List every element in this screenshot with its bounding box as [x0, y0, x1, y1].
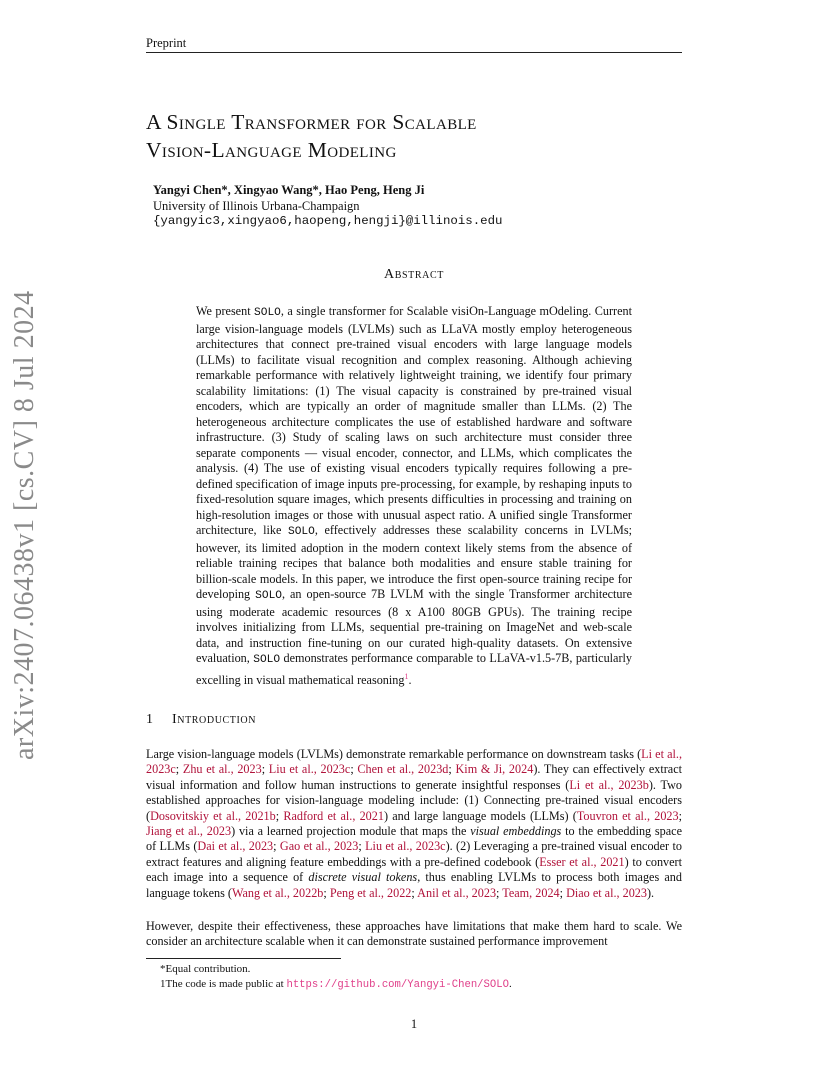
paragraph-text: ). — [646, 885, 655, 900]
abstract-body — [196, 304, 632, 688]
paragraph-text: ; — [411, 885, 418, 900]
solo-name: SOLO — [288, 526, 315, 538]
citation-link[interactable]: Liu et al., 2023c — [365, 839, 446, 854]
citation-link[interactable]: Team, 2024 — [502, 885, 560, 900]
footnote-equal-contribution: *Equal contribution. — [160, 963, 251, 975]
citation-link[interactable]: Esser et al., 2021 — [539, 854, 625, 869]
paragraph-text: ). (2) Leveraging a pre-trained visual encoder to extract features and aligning feature embeddings with a pre-defined codebook ( — [146, 839, 682, 869]
author-block — [153, 183, 689, 230]
footnotes — [160, 962, 680, 993]
citation-link[interactable]: Gao et al., 2023 — [279, 839, 359, 854]
citation-link[interactable]: Anil et al., 2023 — [417, 885, 497, 900]
paragraph-text: ) to convert each image into a sequence of — [146, 854, 682, 885]
abstract-text: We present — [196, 304, 255, 318]
paragraph-text: ; — [496, 885, 503, 900]
citation-link[interactable]: Kim & Ji, 2024 — [455, 762, 534, 777]
paragraph-text: ; — [275, 808, 284, 823]
intro-paragraph-1 — [146, 747, 682, 901]
paragraph-text: to the embedding space of LLMs ( — [146, 824, 682, 854]
paragraph-text: ; — [358, 839, 366, 854]
footnote-rule — [146, 958, 341, 959]
author-names: Yangyi Chen*, Xingyao Wang*, Hao Peng, Heng Ji — [153, 183, 425, 197]
citation-link[interactable]: Li et al., 2023c — [146, 747, 682, 777]
citation-link[interactable]: Liu et al., 2023c — [268, 762, 351, 777]
intro-paragraph-2: However, despite their effectiveness, these approaches have limitations that make them hard to scale. We consider an architecture scalable when it can demonstrate sustained performance improvement — [146, 919, 682, 949]
code-url-link[interactable]: https://github.com/Yangyi-Chen/SOLO — [286, 979, 509, 991]
solo-name: SOLO — [253, 654, 281, 666]
title-line-2: Vision-Language Modeling — [146, 138, 397, 162]
affiliation: University of Illinois Urbana-Champaign — [153, 198, 360, 213]
abstract-text: . — [408, 672, 412, 687]
page-number: 1 — [410, 1017, 418, 1031]
citation-link[interactable]: Peng et al., 2022 — [329, 885, 412, 900]
citation-link[interactable]: Wang et al., 2022b — [231, 885, 324, 900]
abstract-text: , effectively addresses these scalability concerns in LVLMs; however, its limited adoption in the modern context likely stems from the absence of reliable training recipes that balance both modalities and ensure stable training for billion-scale models. In this paper, we introduce the first open-source training recipe for developing — [196, 523, 632, 601]
citation-link[interactable]: Li et al., 2023b — [569, 777, 649, 792]
footnote-text: 1The code is made public at — [160, 978, 287, 990]
solo-name: SOLO — [255, 590, 282, 602]
paragraph-text: ; — [175, 762, 183, 777]
paragraph-text: ; — [323, 885, 330, 900]
section-title: Introduction — [172, 712, 257, 727]
arxiv-identifier: arXiv:2407.06438v1 [cs.CV] 8 Jul 2024 — [9, 290, 40, 760]
footnote-link[interactable]: 1 — [404, 671, 409, 681]
section-heading — [146, 712, 682, 728]
citation-link[interactable]: Touvron et al., 2023 — [576, 808, 679, 823]
paper-title — [146, 108, 682, 164]
paragraph-text: ; — [350, 762, 358, 777]
citation-link[interactable]: Chen et al., 2023d — [357, 762, 449, 777]
paragraph-text: ; — [678, 808, 682, 823]
paragraph-text: ; — [273, 839, 280, 854]
running-header: Preprint — [146, 36, 187, 50]
paragraph-text: ). They can effectively extract visual information and follow human instructions to generate insightful responses ( — [146, 762, 682, 792]
title-line-1: A Single Transformer for Scalable — [146, 110, 477, 134]
emphasized-term: visual embeddings — [470, 824, 562, 839]
citation-link[interactable]: Radford et al., 2021 — [283, 808, 384, 823]
emphasized-term: discrete visual tokens — [308, 870, 418, 885]
paragraph-text: Large vision-language models (LVLMs) demonstrate remarkable performance on downstream tasks ( — [146, 747, 642, 761]
abstract-text: demonstrates performance comparable to LLaVA-v1.5-7B, particularly excelling in visual mathematical reasoning — [196, 651, 633, 687]
citation-link[interactable]: Zhu et al., 2023 — [182, 762, 262, 777]
abstract-text: , a single transformer for Scalable visiOn-Language mOdeling. — [280, 304, 592, 318]
footnote-code — [160, 977, 680, 993]
author-emails: {yangyic3,xingyao6,haopeng,hengji}@illinois.edu — [153, 214, 503, 228]
solo-name: SOLO — [254, 307, 281, 319]
citation-link[interactable]: Jiang et al., 2023 — [146, 824, 232, 839]
paragraph-text: ; — [261, 762, 269, 777]
abstract-text: Current large vision-language models (LVLMs) such as LLaVA mostly employ heterogeneous architectures that connect pre-trained visual encoders with large language models (LLMs) to facilitate visual recognition and complex reasoning. Although achieving remarkable performance with relatively lightweight training, we identify four primary scalability limitations: (1) The visual capacity is constrained by pre-trained visual encoders, which are typically an order of magnitude smaller than LLMs. (2) The heterogeneous architecture complicates the use of established hardware and software infrastructure. (3) Study of scaling laws on such architecture must consider three separate components — visual encoder, connector, and LLMs, which complicates the analysis. (4) The use of existing visual encoders typically requires following a pre-defined specification of image inputs pre-processing, for example, by reshaping inputs to fixed-resolution square images, which presents difficulties in processing and training on high-resolution images or those with unusual aspect ratio. A unified single Transformer architecture, like — [196, 304, 633, 537]
citation-link[interactable]: Dai et al., 2023 — [197, 839, 274, 854]
abstract-heading: Abstract — [384, 267, 444, 282]
citation-link[interactable]: Dosovitskiy et al., 2021b — [150, 808, 276, 823]
paragraph-text: ) and large language models (LLMs) ( — [383, 808, 577, 823]
abstract-text: , an open-source 7B LVLM with the single Transformer architecture using moderate academic resources (8 x A100 80GB GPUs). The training recipe involves initializing from LLMs, sequential pre-training on ImageNet and web-scale data, and instruction fine-tuning on our curated high-quality datasets. On extensive evaluation, — [196, 587, 632, 665]
paragraph-text: ). Two established approaches for vision-language modeling include: (1) Connecting pre-trained visual encoders ( — [146, 777, 683, 823]
paragraph-text: ; — [559, 885, 567, 900]
paragraph-text: , thus enabling LVLMs to process both images and language tokens ( — [146, 870, 682, 900]
footnote-text: . — [508, 978, 512, 990]
section-number: 1 — [146, 712, 154, 727]
header-rule — [146, 52, 682, 53]
paragraph-text: ) via a learned projection module that maps the — [231, 824, 471, 839]
paragraph-text: ; — [448, 762, 456, 777]
citation-link[interactable]: Diao et al., 2023 — [566, 885, 647, 900]
